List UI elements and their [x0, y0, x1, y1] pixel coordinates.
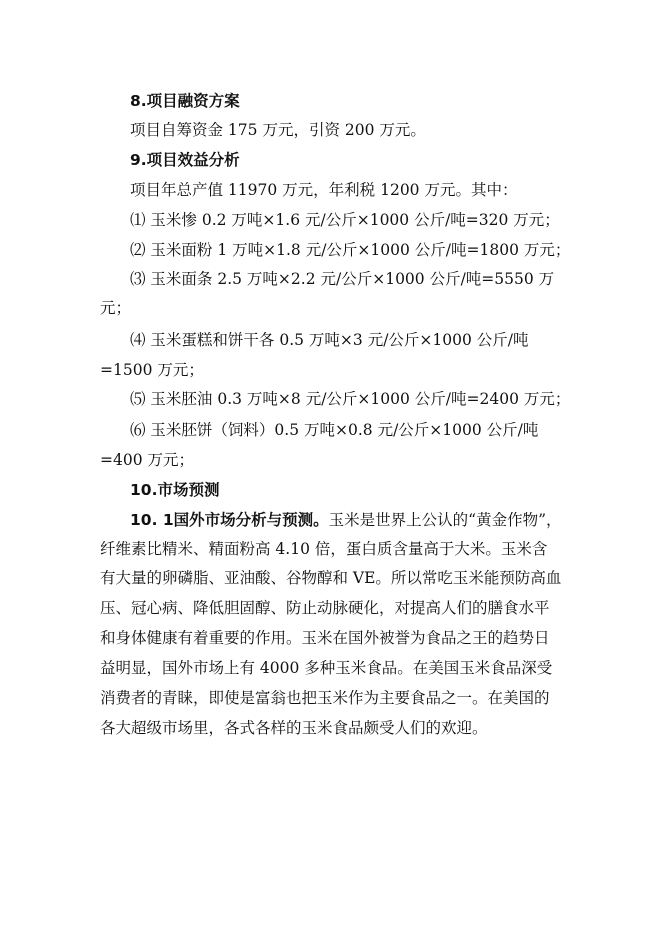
list-item: ⑵ 玉米面粉 1 万吨×1.8 元/公斤×1000 公斤/吨=1800 万元； — [130, 241, 571, 259]
paragraph-line: 和身体健康有着重要的作用。玉米在国外被誉为食品之王的趋势日 — [100, 629, 550, 647]
list-item: ⑴ 玉米惨 0.2 万吨×1.6 元/公斤×1000 公斤/吨=320 万元； — [130, 211, 560, 229]
section-8-text: 项目自筹资金 175 万元，引资 200 万元。 — [130, 121, 426, 139]
list-item: ⑹ 玉米胚饼（饲料）0.5 万吨×0.8 元/公斤×1000 公斤/吨 — [130, 421, 539, 439]
list-item: ⑷ 玉米蛋糕和饼干各 0.5 万吨×3 元/公斤×1000 公斤/吨 — [130, 331, 529, 349]
paragraph-line: 纤维素比精米、精面粉高 4.10 倍，蛋白质含量高于大米。玉米含 — [100, 540, 548, 558]
section-9-heading: 9.项目效益分析 — [130, 151, 240, 169]
section-9-intro: 项目年总产值 11970 万元，年利税 1200 万元。其中： — [130, 181, 518, 199]
paragraph-line: 有大量的卵磷脂、亚油酸、谷物醇和 VE。所以常吃玉米能预防高血 — [100, 569, 562, 587]
paragraph-line — [130, 510, 562, 530]
paragraph-text: 玉米是世界上公认的“黄金作物”， — [328, 511, 562, 529]
list-item: ⑸ 玉米胚油 0.3 万吨×8 元/公斤×1000 公斤/吨=2400 万元； — [130, 390, 571, 408]
list-item: ⑶ 玉米面条 2.5 万吨×2.2 元/公斤×1000 公斤/吨=5550 万 — [130, 270, 555, 288]
paragraph-line: 益明显，国外市场上有 4000 多种玉米食品。在美国玉米食品深受 — [100, 659, 553, 677]
list-item-continuation: =400 万元； — [100, 451, 194, 469]
list-item-continuation: =1500 万元； — [100, 361, 204, 379]
paragraph-line: 压、冠心病、降低胆固醇、防止动脉硬化，对提高人们的膳食水平 — [100, 599, 550, 617]
list-item-continuation: 元； — [100, 299, 132, 317]
paragraph-line: 各大超级市场里，各式各样的玉米食品颇受人们的欢迎。 — [100, 719, 488, 737]
paragraph-line: 消费者的青睐，即使是富翁也把玉米作为主要食品之一。在美国的 — [100, 689, 550, 707]
section-8-heading: 8.项目融资方案 — [130, 92, 240, 110]
section-10-heading: 10.市场预测 — [130, 481, 220, 499]
section-10-1-heading: 10. 1国外市场分析与预测。 — [130, 511, 329, 529]
